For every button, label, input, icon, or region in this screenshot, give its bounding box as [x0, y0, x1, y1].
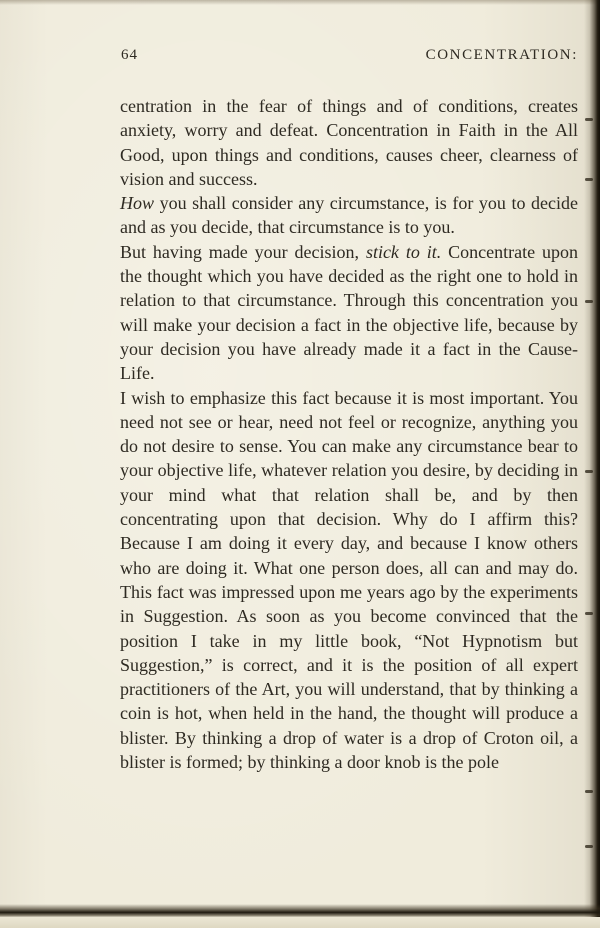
paragraph	[120, 94, 578, 191]
paragraph	[120, 240, 578, 386]
scan-edge-bottom-shadow	[0, 904, 600, 917]
page-number: 64	[121, 47, 138, 63]
scan-artifact	[585, 300, 593, 303]
italic-text: stick to it.	[365, 241, 442, 262]
scan-edge-top	[0, 0, 600, 5]
scan-artifact	[585, 470, 593, 473]
text-segment: centration in the fear of things and of conditions, creates anxiety, worry and defeat. Concentration in Faith in the All Good, upon things and conditions, causes cheer, clearness of vision and success.	[120, 96, 578, 189]
text-segment: Concentrate upon the thought which you have decided as the right one to hold in relation to that circumstance. Through this concentration you will make your decision a fact in the objective life, because by your decision you have already made it a fact in the Cause-Life.	[120, 241, 578, 384]
running-title: CONCENTRATION:	[425, 47, 578, 63]
text-segment: you shall consider any circumstance, is for you to decide and as you decide, that circumstance is to you.	[120, 193, 578, 238]
paragraph	[120, 386, 578, 775]
scan-edge-right-shadow	[584, 0, 600, 928]
scan-edge-bottom-strip	[0, 917, 600, 928]
text-segment: But having made your decision,	[120, 241, 366, 262]
page-header	[121, 47, 578, 64]
paragraph	[120, 191, 578, 240]
scan-artifact	[585, 118, 593, 121]
scan-artifact	[585, 845, 593, 848]
scan-artifact	[585, 178, 593, 181]
text-segment: I wish to emphasize this fact because it is most important. You need not see or hear, need not feel or recognize, anything you do not desire to sense. You can make any circumstance bear to your objective life, whatever relation you desire, by deciding in your mind what that relation shall be, and by then concentrating upon that decision. Why do I affirm this? Because I am doing it every day, and because I know others who are doing it. What one person does, all can and may do. This fact was impressed upon me years ago by the experiments in Suggestion. As soon as you become convinced that the position I take in my little book, “Not Hypnotism but Suggestion,” is correct, and it is the position of all expert practitioners of the Art, you will understand, that by thinking a coin is hot, when held in the hand, the thought will produce a blister. By thinking a drop of water is a drop of Croton oil, a blister is formed; by thinking a door knob is the pole	[120, 387, 578, 773]
page-text	[120, 94, 578, 774]
scan-artifact	[585, 612, 593, 615]
scan-artifact	[585, 790, 593, 793]
italic-text: How	[120, 193, 155, 214]
